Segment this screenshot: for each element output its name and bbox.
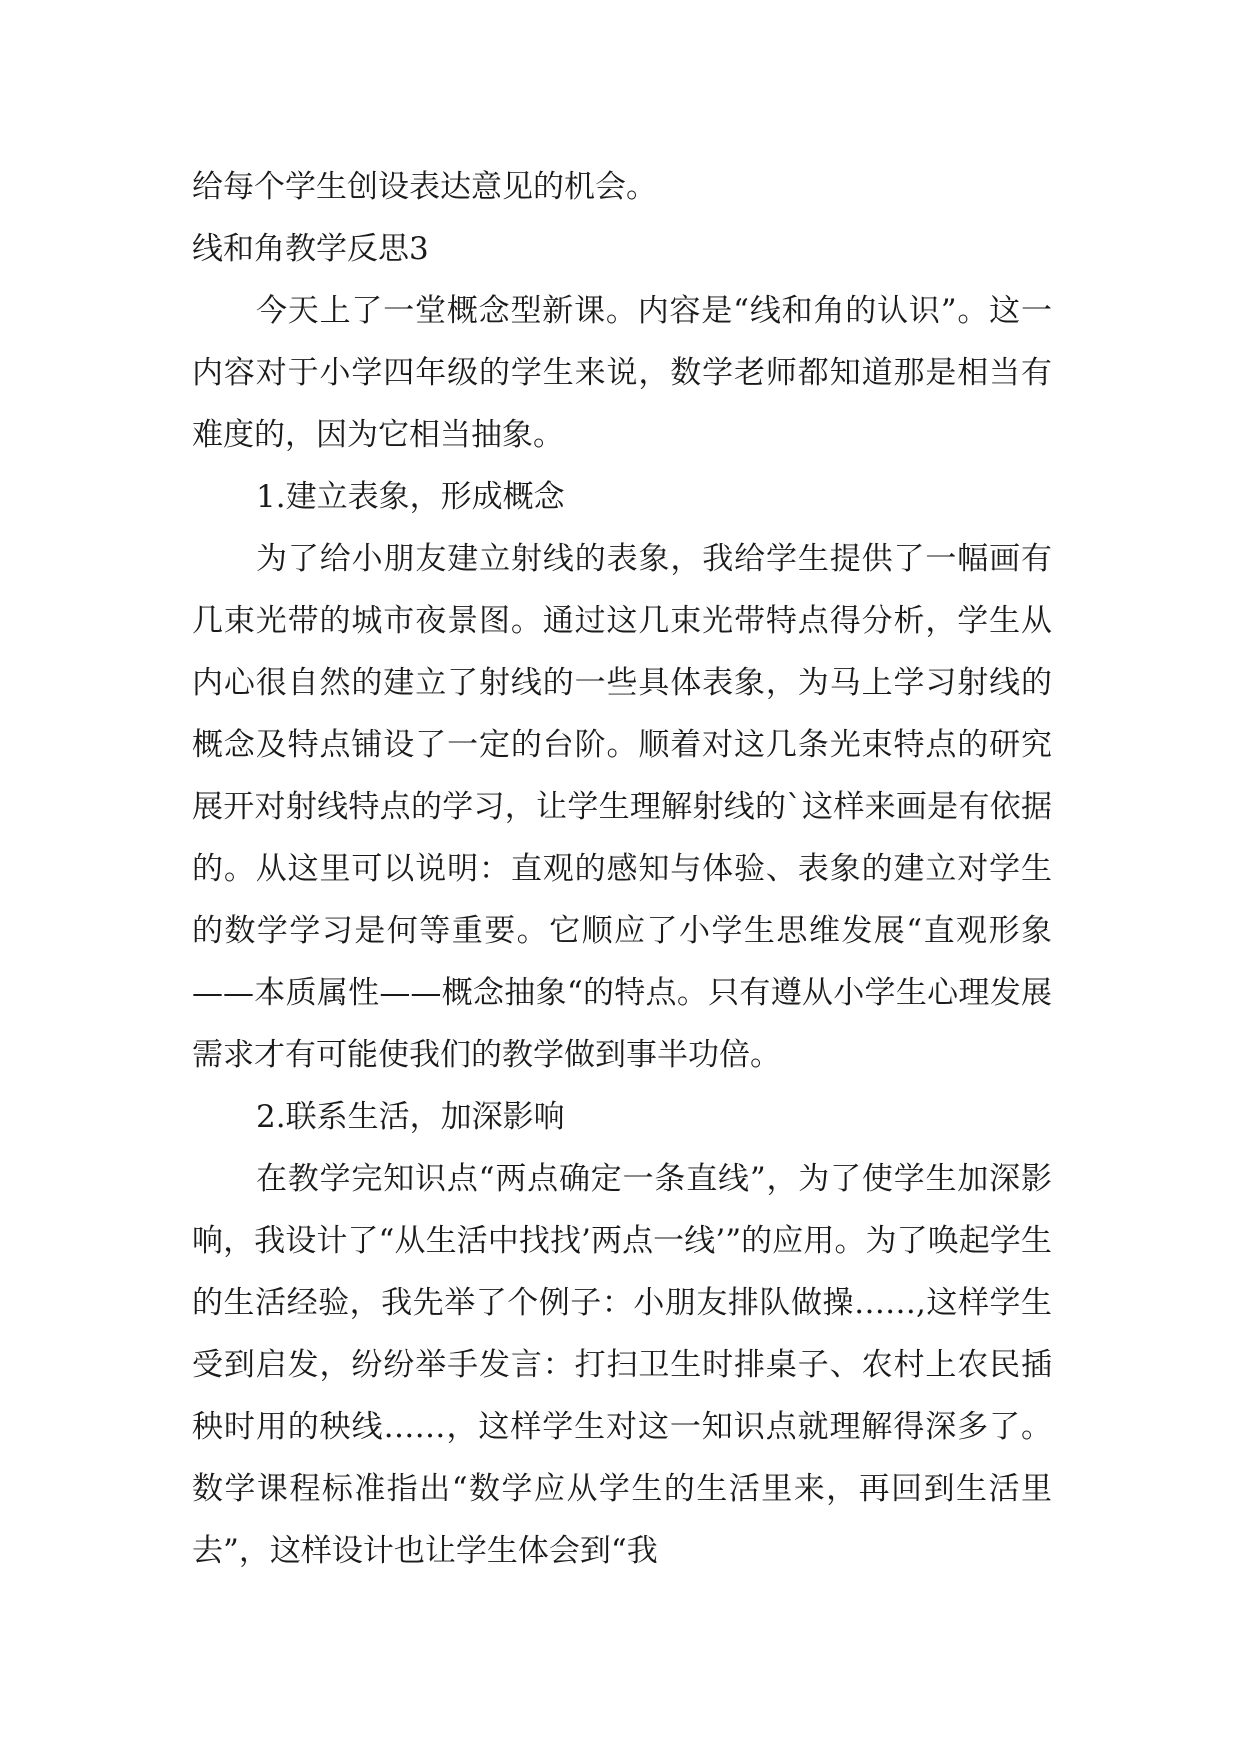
paragraph: 给每个学生创设表达意见的机会。 [192, 169, 657, 205]
paragraph: 在教学完知识点“两点确定一条直线”，为了使学生加深影响，我设计了“从生活中找找’两点一线’”的应用。为了唤起学生的生活经验，我先举了个例子：小朋友排队做操……,这样学生受到启发，纷纷举手发言：打扫卫生时排桌子、农村上农民插秧时用的秧线……，这样学生对这一知识点就理解得深多了。数学课程标准指出“数学应从学生的生活里来，再回到生活里去”，这样设计也让学生体会到“我 [192, 1161, 1052, 1569]
subheading: 1.建立表象，形成概念 [256, 479, 565, 515]
paragraph: 为了给小朋友建立射线的表象，我给学生提供了一幅画有几束光带的城市夜景图。通过这几束光带特点得分析，学生从内心很自然的建立了射线的一些具体表象，为马上学习射线的概念及特点铺设了一定的台阶。顺着对这几条光束特点的研究展开对射线特点的学习，让学生理解射线的`这样来画是有依据的。从这里可以说明：直观的感知与体验、表象的建立对学生的数学学习是何等重要。它顺应了小学生思维发展“直观形象——本质属性——概念抽象“的特点。只有遵从小学生心理发展需求才有可能使我们的教学做到事半功倍。 [192, 541, 1052, 1073]
paragraph: 今天上了一堂概念型新课。内容是“线和角的认识”。这一内容对于小学四年级的学生来说，数学老师都知道那是相当有难度的，因为它相当抽象。 [192, 293, 1052, 453]
subheading: 2.联系生活，加深影响 [256, 1099, 565, 1135]
section-title: 线和角教学反思3 [192, 231, 429, 267]
document-body [192, 156, 1052, 1582]
